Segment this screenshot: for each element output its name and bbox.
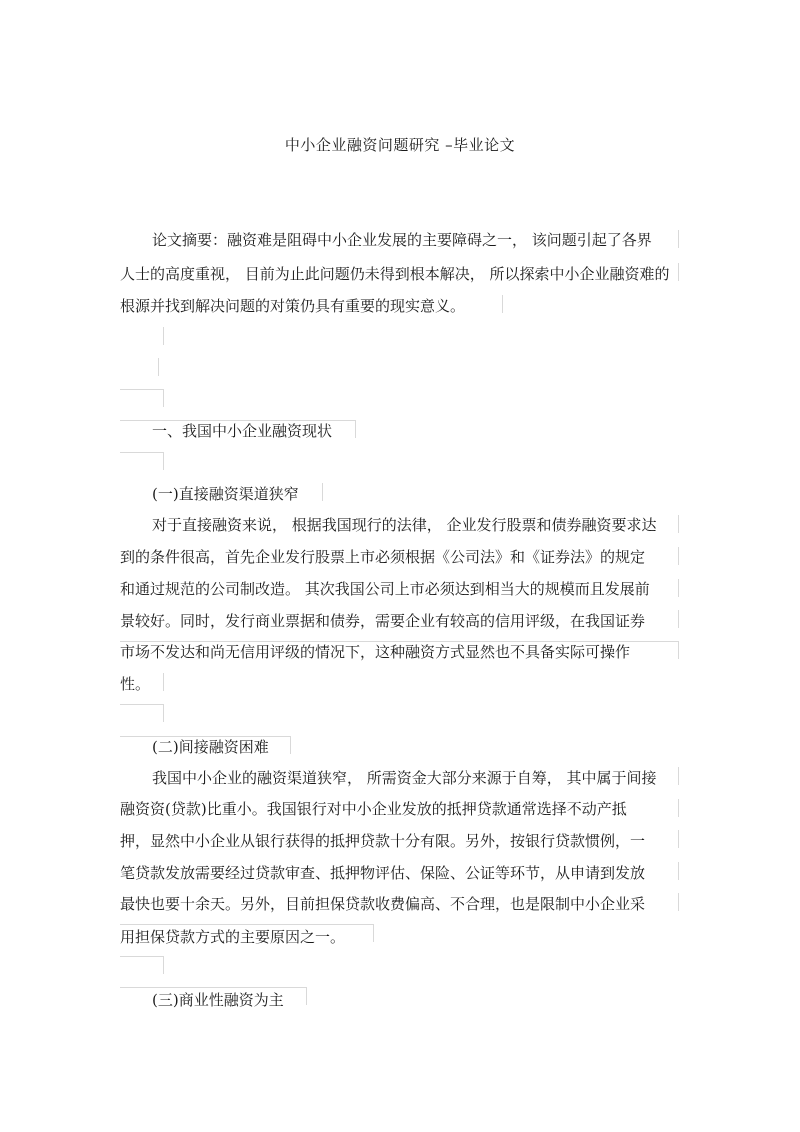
border-fragment: [158, 358, 159, 376]
border-fragment: [120, 987, 306, 988]
border-fragment: [678, 799, 679, 817]
sub2-line-5: 最快也要十余天。另外，目前担保贷款收费偏高、不合理，也是限制中小企业采: [120, 895, 646, 913]
border-fragment: [678, 515, 679, 533]
border-fragment: [120, 420, 356, 421]
abstract-line-1: 论文摘要：融资难是阻碍中小企业发展的主要障碍之一， 该问题引起了各界: [152, 231, 652, 249]
border-fragment: [373, 924, 374, 942]
section-heading-1: 一、我国中小企业融资现状: [152, 422, 333, 440]
border-fragment: [120, 704, 164, 705]
sub2-line-3: 押，显然中小企业从银行获得的抵押贷款十分有限。另外，按银行贷款惯例，一: [120, 832, 646, 850]
sub2-line-6: 用担保贷款方式的主要原因之一。: [120, 928, 346, 946]
sub2-line-1: 我国中小企业的融资渠道狭窄， 所需资金大部分来源于自筹， 其中属于间接: [152, 769, 657, 787]
border-fragment: [355, 420, 356, 438]
border-fragment: [306, 987, 307, 1005]
border-fragment: [163, 327, 164, 345]
border-fragment: [120, 924, 373, 925]
border-fragment: [163, 704, 164, 722]
border-fragment: [120, 389, 164, 390]
abstract-line-3: 根源并找到解决问题的对策仍具有重要的现实意义。: [120, 297, 466, 315]
border-fragment: [163, 956, 164, 974]
border-fragment: [290, 736, 291, 754]
border-fragment: [163, 673, 164, 691]
border-fragment: [678, 767, 679, 785]
border-fragment: [678, 230, 679, 248]
border-fragment: [678, 862, 679, 880]
border-fragment: [678, 610, 679, 628]
abstract-line-2: 人士的高度重视， 目前为止此问题仍未得到根本解决， 所以探索中小企业融资难的: [120, 265, 670, 283]
sub1-line-1: 对于直接融资来说， 根据我国现行的法律， 企业发行股票和债券融资要求达: [152, 516, 657, 534]
sub2-line-4: 笔贷款发放需要经过贷款审查、抵押物评估、保险、公证等环节，从申请到发放: [120, 864, 646, 882]
border-fragment: [163, 452, 164, 470]
border-fragment: [678, 547, 679, 565]
sub1-line-4: 景较好。同时，发行商业票据和债券，需要企业有较高的信用评级，在我国证券: [120, 612, 646, 630]
border-fragment: [120, 452, 164, 453]
sub1-line-6: 性。: [120, 675, 151, 693]
border-fragment: [502, 295, 503, 313]
subsection-heading-3: (三)商业性融资为主: [152, 991, 284, 1009]
document-title: 中小企业融资问题研究 –毕业论文: [284, 136, 516, 154]
border-fragment: [120, 736, 290, 737]
subsection-heading-2: (二)间接融资困难: [152, 738, 269, 756]
sub1-line-2: 到的条件很高，首先企业发行股票上市必须根据《公司法》和《证券法》的规定: [120, 548, 646, 566]
border-fragment: [322, 483, 323, 501]
border-fragment: [120, 956, 164, 957]
subsection-heading-1: (一)直接融资渠道狭窄: [152, 485, 299, 503]
border-fragment: [163, 389, 164, 407]
sub1-line-5: 市场不发达和尚无信用评级的情况下，这种融资方式显然也不具备实际可操作: [120, 643, 631, 661]
sub1-line-3: 和通过规范的公司制改造。 其次我国公司上市必须达到相当大的规模而且发展前: [120, 580, 650, 598]
border-fragment: [678, 263, 679, 281]
border-fragment: [678, 579, 679, 597]
border-fragment: [678, 830, 679, 848]
border-fragment: [120, 641, 678, 642]
sub2-line-2: 融资资(贷款)比重小。我国银行对中小企业发放的抵押贷款通常选择不动产抵: [120, 800, 627, 818]
border-fragment: [678, 641, 679, 659]
border-fragment: [678, 893, 679, 911]
